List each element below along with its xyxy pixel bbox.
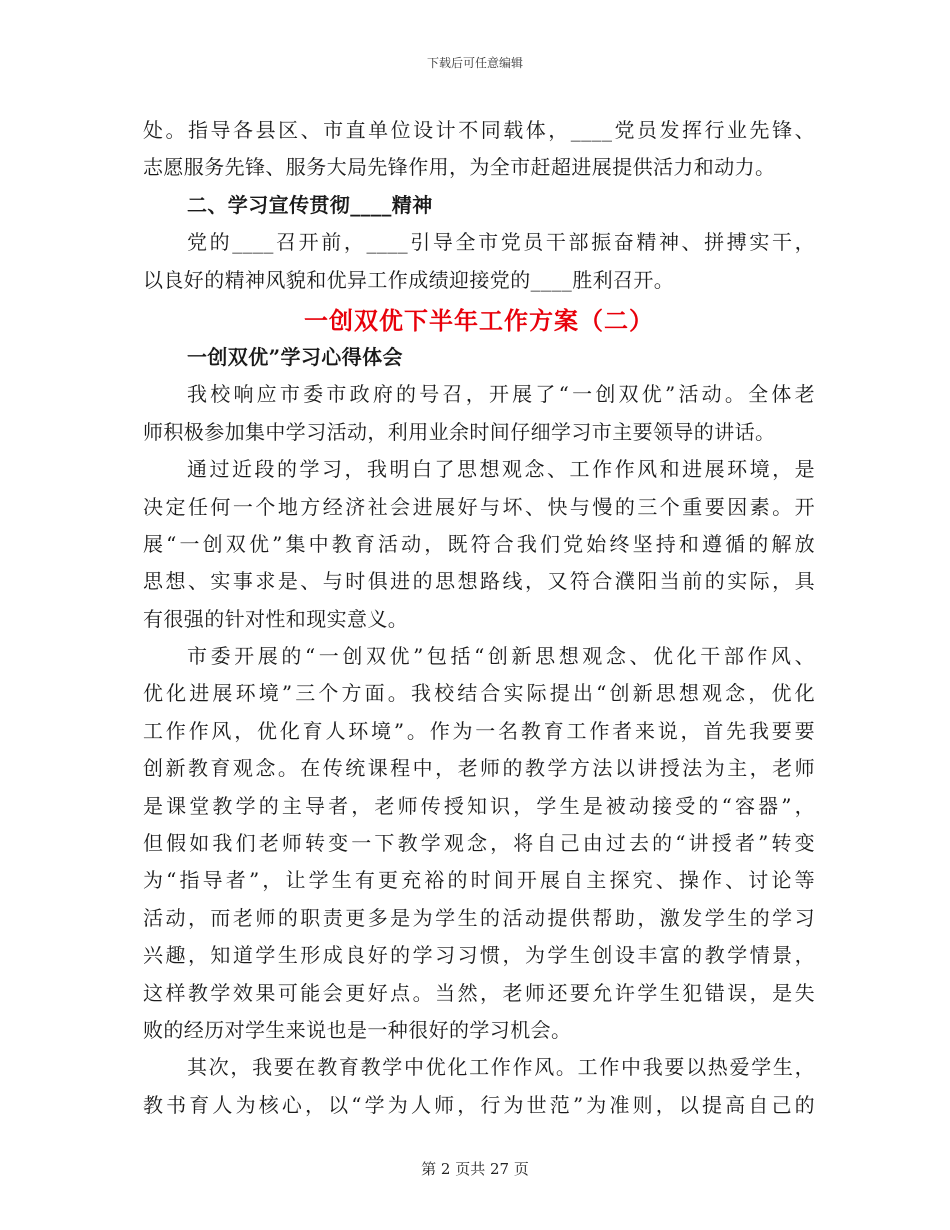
text-line: 优化进展环境”三个方面。我校结合实际提出“创新思想观念，优化 <box>143 681 815 706</box>
text-line: 但假如我们老师转变一下教学观念，将自己由过去的“讲授者”转变 <box>143 831 815 856</box>
text-line: 其次，我要在教育教学中优化工作作风。工作中我要以热爱学生， <box>187 1055 815 1080</box>
text-line: 为“指导者”，让学生有更充裕的时间开展自主探究、操作、讨论等 <box>143 868 815 893</box>
text-line: 一创双优”学习心得体会 <box>187 344 403 369</box>
text-line: 市委开展的“一创双优”包括“创新思想观念、优化干部作风、 <box>187 644 815 669</box>
page-header: 下载后可任意编辑 <box>426 56 523 70</box>
page-footer: 第 2 页共 27 页 <box>421 1160 529 1178</box>
text-line: 败的经历对学生来说也是一种很好的学习机会。 <box>143 1017 572 1042</box>
text-line: 师积极参加集中学习活动，利用业余时间仔细学习市主要领导的讲话。 <box>143 419 776 444</box>
text-line: 创新教育观念。在传统课程中，老师的教学方法以讲授法为主，老师 <box>143 756 815 781</box>
document-body <box>143 112 815 1124</box>
text-line: 工作作风，优化育人环境”。作为一名教育工作者来说，首先我要要 <box>143 718 815 743</box>
text-line: 思想、实事求是、与时俱进的思想路线，又符合濮阳当前的实际，具 <box>143 569 815 594</box>
text-line: 是课堂教学的主导者，老师传授知识，学生是被动接受的“容器”， <box>143 793 815 818</box>
text-line: 教书育人为核心，以“学为人师，行为世范”为准则，以提高自己的 <box>143 1092 815 1117</box>
text-line: 兴趣，知道学生形成良好的学习习惯，为学生创设丰富的教学情景， <box>143 943 815 968</box>
text-line: 我校响应市委市政府的号召，开展了“一创双优”活动。全体老 <box>187 382 815 407</box>
text-line: 通过近段的学习，我明白了思想观念、工作作风和进展环境，是 <box>187 457 815 482</box>
text-line: 决定任何一个地方经济社会进展好与坏、快与慢的三个重要因素。开 <box>143 494 815 519</box>
text-line: 党的____召开前，____引导全市党员干部振奋精神、拼搏实干， <box>187 230 815 255</box>
section-title: 一创双优下半年工作方案（二） <box>304 305 654 335</box>
text-line: 二、学习宣传贯彻____精神 <box>187 192 433 217</box>
text-line: 有很强的针对性和现实意义。 <box>143 606 409 631</box>
text-line: 活动，而老师的职责更多是为学生的活动提供帮助，激发学生的学习 <box>143 905 815 930</box>
text-line: 志愿服务先锋、服务大局先锋作用，为全市赶超进展提供活力和动力。 <box>143 155 776 180</box>
text-line: 这样教学效果可能会更好点。当然，老师还要允许学生犯错误，是失 <box>143 980 815 1005</box>
text-line: 处。指导各县区、市直单位设计不同载体，____党员发挥行业先锋、 <box>143 118 815 142</box>
text-line: 以良好的精神风貌和优异工作成绩迎接党的____胜利召开。 <box>143 267 675 292</box>
text-line: 展“一创双优”集中教育活动，既符合我们党始终坚持和遵循的解放 <box>143 531 815 556</box>
